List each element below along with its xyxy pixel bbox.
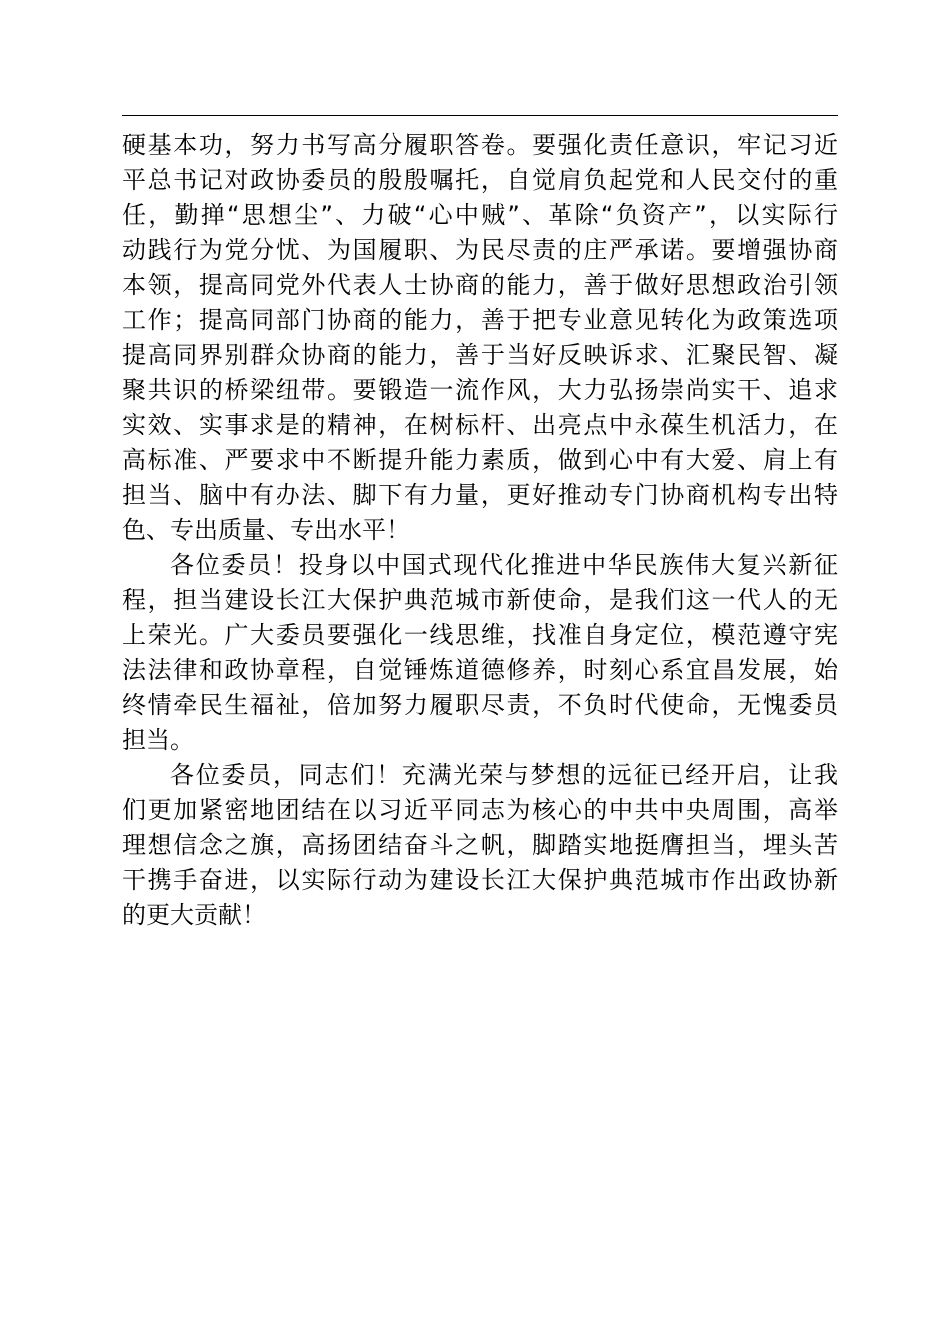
text-line: 各位委员，同志们！充满光荣与梦想的远征已经开启，让我 [170,761,838,789]
text-line: 理想信念之旗，高扬团结奋斗之帆，脚踏实地挺膺担当，埋头苦 [122,831,838,859]
text-line: 上荣光。广大委员要强化一线思维，找准自身定位，模范遵守宪 [122,621,838,649]
text-line: 本领，提高同党外代表人士协商的能力，善于做好思想政治引领 [122,271,838,299]
text-line: 动践行为党分忧、为国履职、为民尽责的庄严承诺。要增强协商 [122,236,838,264]
header-rule [122,115,838,116]
paragraph-1 [122,128,838,548]
text-line: 法法律和政协章程，自觉锤炼道德修养，时刻心系宜昌发展，始 [122,656,838,684]
text-line: 实效、实事求是的精神，在树标杆、出亮点中永葆生机活力，在 [122,411,838,439]
text-line: 担当、脑中有办法、脚下有力量，更好推动专门协商机构专出特 [122,481,838,509]
text-line: 的更大贡献！ [122,901,266,929]
text-line: 担当。 [122,726,194,754]
text-line: 聚共识的桥梁纽带。要锻造一流作风，大力弘扬崇尚实干、追求 [122,376,838,404]
text-line: 终情牵民生福祉，倍加努力履职尽责，不负时代使命，无愧委员 [122,691,838,719]
text-line: 色、专出质量、专出水平！ [122,516,410,544]
text-line: 平总书记对政协委员的殷殷嘱托，自觉肩负起党和人民交付的重 [122,166,838,194]
text-line: 提高同界别群众协商的能力，善于当好反映诉求、汇聚民智、凝 [122,341,838,369]
text-line: 任，勤掸“思想尘”、力破“心中贼”、革除“负资产”，以实际行 [122,201,838,229]
paragraph-2 [122,548,838,758]
text-line: 们更加紧密地团结在以习近平同志为核心的中共中央周围，高举 [122,796,838,824]
text-line: 各位委员！投身以中国式现代化推进中华民族伟大复兴新征 [170,551,838,579]
text-line: 高标准、严要求中不断提升能力素质，做到心中有大爱、肩上有 [122,446,838,474]
text-line: 工作；提高同部门协商的能力，善于把专业意见转化为政策选项 [122,306,838,334]
text-line: 硬基本功，努力书写高分履职答卷。要强化责任意识，牢记习近 [122,131,838,159]
text-line: 程，担当建设长江大保护典范城市新使命，是我们这一代人的无 [122,586,838,614]
text-line: 干携手奋进，以实际行动为建设长江大保护典范城市作出政协新 [122,866,838,894]
paragraph-3 [122,758,838,933]
document-body [122,128,838,933]
